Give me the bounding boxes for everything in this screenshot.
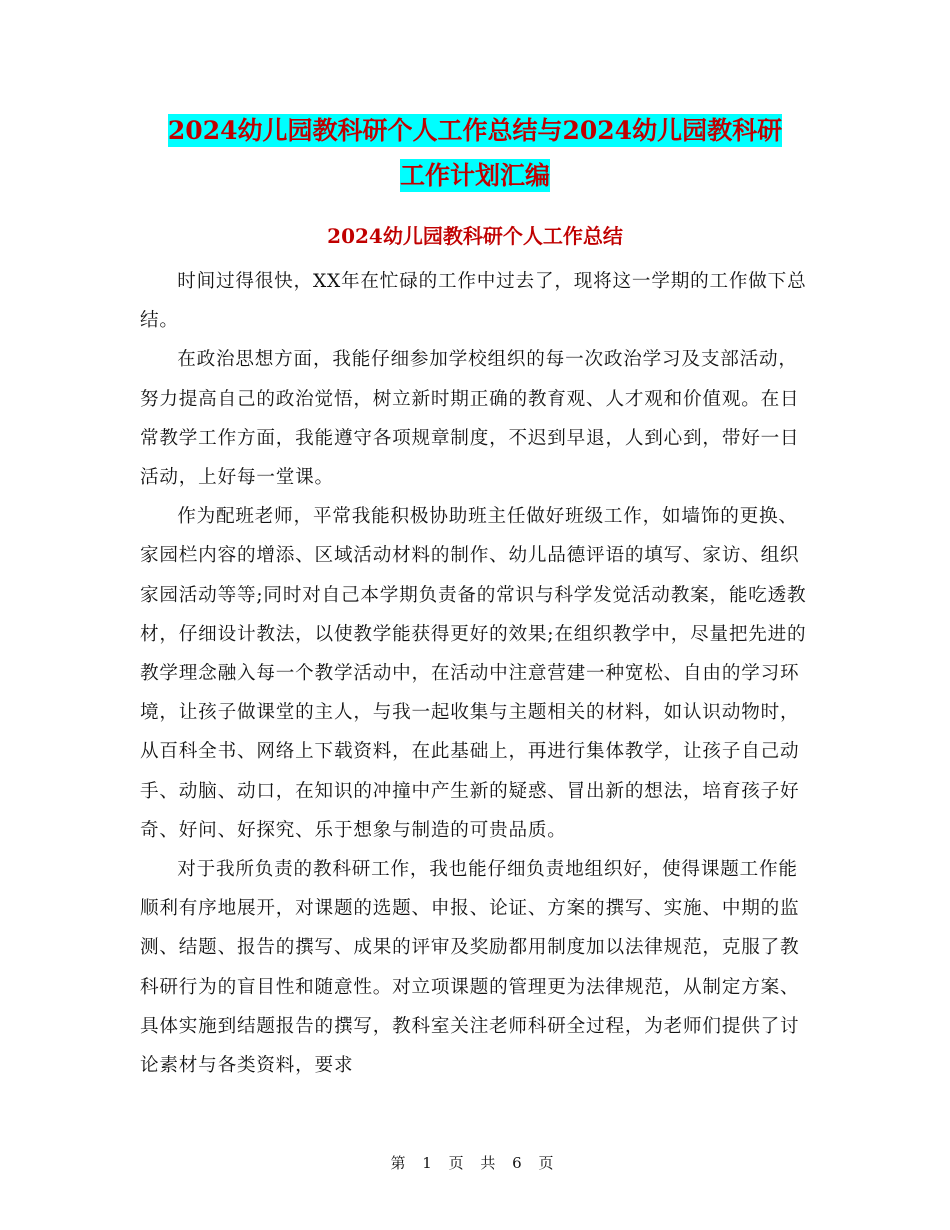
- paragraph: 时间过得很快，XX年在忙碌的工作中过去了，现将这一学期的工作做下总结。: [140, 271, 807, 332]
- document-body: [140, 262, 815, 1085]
- document-title-line2: 工作计划汇编: [399, 161, 550, 190]
- page-footer: 第 1 页 共 6 页: [390, 1154, 560, 1172]
- section-title: 2024幼儿园教科研个人工作总结: [327, 224, 623, 248]
- document-title: [0, 108, 950, 198]
- paragraph: 作为配班老师，平常我能积极协助班主任做好班级工作，如墙饰的更换、家园栏内容的增添、区域活动材料的制作、幼儿品德评语的填写、家访、组织家园活动等等;同时对自己本学期负责备的常识与科学发觉活动教案，能吃透教材，仔细设计教法，以使教学能获得更好的效果;在组织教学中，尽量把先进的教学理念融入每一个教学活动中，在活动中注意营建一种宽松、自由的学习环境，让孩子做课堂的主人，与我一起收集与主题相关的材料，如认识动物时，从百科全书、网络上下载资料，在此基础上，再进行集体教学，让孩子自己动手、动脑、动口，在知识的冲撞中产生新的疑惑、冒出新的想法，培育孩子好奇、好问、好探究、乐于想象与制造的可贵品质。: [140, 506, 807, 841]
- paragraph: 在政治思想方面，我能仔细参加学校组织的每一次政治学习及支部活动，努力提高自己的政治觉悟，树立新时期正确的教育观、人才观和价值观。在日常教学工作方面，我能遵守各项规章制度，不迟到早退，人到心到，带好一日活动，上好每一堂课。: [140, 349, 800, 489]
- paragraph: 对于我所负责的教科研工作，我也能仔细负责地组织好，使得课题工作能顺利有序地展开，对课题的选题、申报、论证、方案的撰写、实施、中期的监测、结题、报告的撰写、成果的评审及奖励都用制度加以法律规范，克服了教科研行为的盲目性和随意性。对立项课题的管理更为法律规范，从制定方案、具体实施到结题报告的撰写，教科室关注老师科研全过程，为老师们提供了讨论素材与各类资料，要求: [140, 859, 800, 1077]
- document-title-line1: 2024幼儿园教科研个人工作总结与2024幼儿园教科研: [167, 116, 783, 145]
